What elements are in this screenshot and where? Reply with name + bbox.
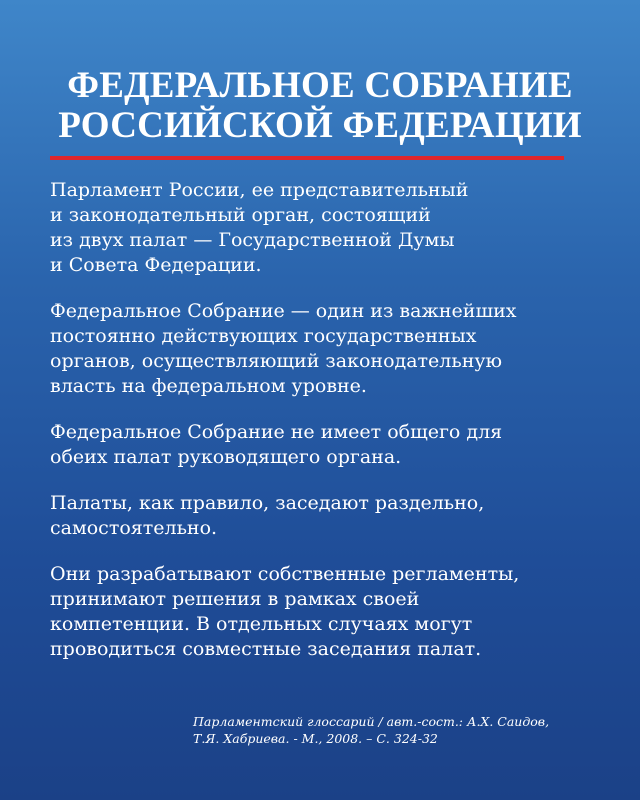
paragraph-line: проводиться совместные заседания палат.	[50, 638, 482, 660]
paragraph-line: принимают решения в рамках своей	[50, 588, 420, 610]
paragraph-line: обеих палат руководящего органа.	[50, 446, 402, 468]
paragraph-line: власть на федеральном уровне.	[50, 375, 367, 397]
source-line-2: Т.Я. Хабриева. - М., 2008. – С. 324-32	[193, 731, 438, 746]
paragraph-line: компетенции. В отдельных случаях могут	[50, 613, 473, 635]
paragraph-line: самостоятельно.	[50, 517, 218, 539]
paragraph-1	[50, 178, 590, 278]
body-text	[50, 178, 590, 683]
paragraph-5	[50, 562, 590, 662]
paragraph-line: и законодательный орган, состоящий	[50, 204, 431, 226]
paragraph-4	[50, 491, 590, 541]
paragraph-line: Федеральное Собрание не имеет общего для	[50, 421, 503, 443]
paragraph-line: и Совета Федерации.	[50, 254, 262, 276]
paragraph-2	[50, 299, 590, 399]
paragraph-line: постоянно действующих государственных	[50, 325, 477, 347]
paragraph-line: органов, осуществляющий законодательную	[50, 350, 503, 372]
paragraph-3	[50, 420, 590, 470]
paragraph-line: Палаты, как правило, заседают раздельно,	[50, 492, 485, 514]
paragraph-line: Парламент России, ее представительный	[50, 179, 469, 201]
paragraph-line: из двух палат — Государственной Думы	[50, 229, 455, 251]
source-citation	[193, 713, 613, 747]
source-line-1: Парламентский глоссарий / авт.-сост.: А.Х. Саидов,	[193, 714, 550, 729]
title-line-2: РОССИЙСКОЙ ФЕДЕРАЦИИ	[58, 105, 582, 146]
paragraph-line: Они разрабатывают собственные регламенты,	[50, 563, 520, 585]
title-divider	[50, 156, 564, 160]
paragraph-line: Федеральное Собрание — один из важнейших	[50, 300, 517, 322]
page-title	[0, 66, 640, 146]
title-line-1: ФЕДЕРАЛЬНОЕ СОБРАНИЕ	[67, 65, 573, 106]
